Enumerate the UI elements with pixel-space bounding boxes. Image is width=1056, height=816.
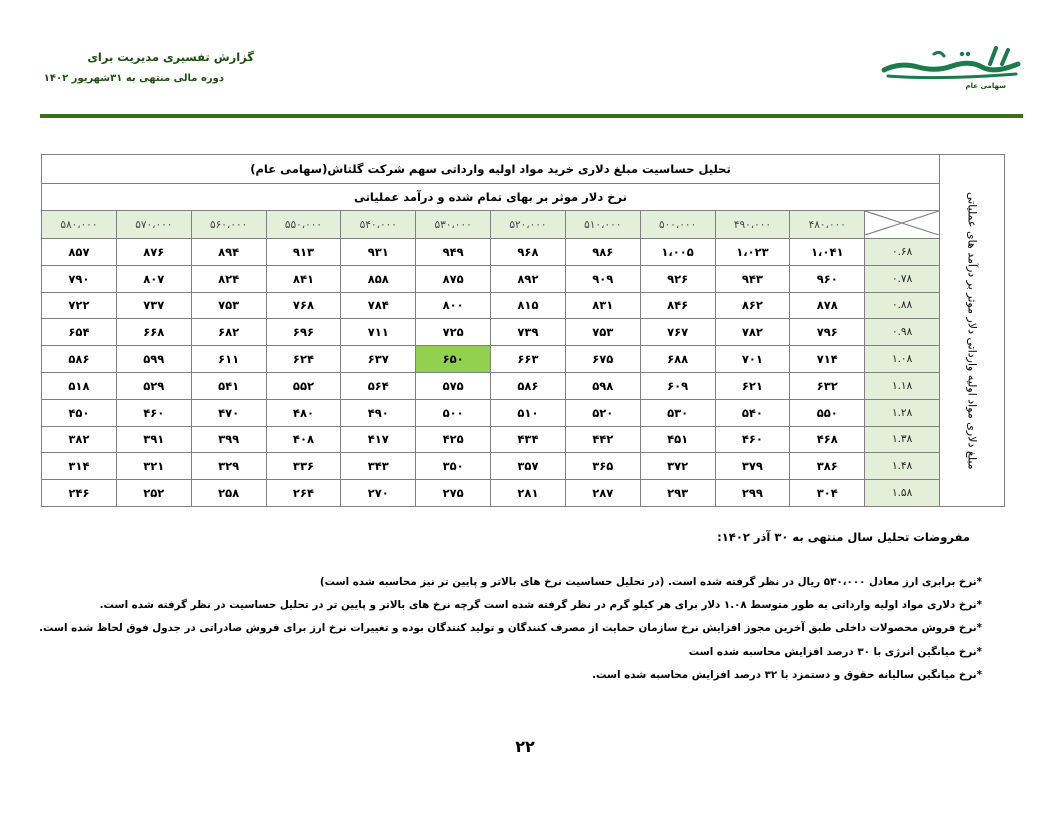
company-logo	[878, 40, 1026, 100]
table-cell: ۳۸۲	[42, 426, 117, 453]
table-row	[42, 453, 1005, 480]
table-cell: ۲۸۱	[491, 480, 566, 507]
table-cell: ۶۲۱	[715, 372, 790, 399]
table-cell: ۳۵۰	[416, 453, 491, 480]
table-cell: ۲۹۹	[715, 480, 790, 507]
column-header: ۵۶۰،۰۰۰	[191, 211, 266, 239]
table-cell: ۳۰۴	[790, 480, 865, 507]
table-cell: ۵۵۰	[790, 399, 865, 426]
assumption-item: *نرخ دلاری مواد اولیه وارداتی به طور متوسط ۱.۰۸ دلار برای هر کیلو گرم در نظر گرفته شده است گرچه نرخ های بالاتر و پایین تر در تحلیل حساسیت در نظر گرفته شده است.	[99, 599, 982, 612]
table-cell: ۵۲۹	[116, 372, 191, 399]
column-header: ۵۲۰،۰۰۰	[491, 211, 566, 239]
table-cell: ۸۴۱	[266, 265, 341, 292]
table-cell: ۵۲۰	[565, 399, 640, 426]
table-cell: ۸۴۶	[640, 292, 715, 319]
table-cell: ۴۹۰	[341, 399, 416, 426]
table-cell: ۵۸۶	[491, 372, 566, 399]
table-cell: ۳۹۹	[191, 426, 266, 453]
table-cell: ۶۱۱	[191, 346, 266, 373]
row-header: ۱.۵۸	[865, 480, 940, 507]
table-cell: ۴۶۰	[116, 399, 191, 426]
table-cell: ۶۵۴	[42, 319, 117, 346]
table-cell: ۹۶۰	[790, 265, 865, 292]
table-cell: ۷۲۵	[416, 319, 491, 346]
column-header: ۵۸۰،۰۰۰	[42, 211, 117, 239]
table-cell: ۴۲۵	[416, 426, 491, 453]
table-cell: ۵۴۱	[191, 372, 266, 399]
table-cell: ۶۶۳	[491, 346, 566, 373]
table-cell: ۷۹۰	[42, 265, 117, 292]
column-header: ۴۸۰،۰۰۰	[790, 211, 865, 239]
table-cell: ۴۰۸	[266, 426, 341, 453]
report-period: دوره مالی منتهی به ۳۱شهریور ۱۴۰۲	[43, 73, 224, 84]
table-cell: ۶۰۹	[640, 372, 715, 399]
table-cell: ۸۱۵	[491, 292, 566, 319]
table-cell: ۴۱۷	[341, 426, 416, 453]
table-cell: ۲۹۳	[640, 480, 715, 507]
table-cell: ۵۳۰	[640, 399, 715, 426]
column-header: ۴۹۰،۰۰۰	[715, 211, 790, 239]
table-row	[42, 372, 1005, 399]
table-cell: ۸۶۲	[715, 292, 790, 319]
table-cell: ۶۳۲	[790, 372, 865, 399]
table-cell: ۵۸۶	[42, 346, 117, 373]
table-cell: ۴۷۰	[191, 399, 266, 426]
sensitivity-table	[41, 154, 1005, 507]
table-cell: ۶۸۸	[640, 346, 715, 373]
table-row	[42, 426, 1005, 453]
table-cell: ۹۳۱	[341, 239, 416, 266]
row-header: ۱.۱۸	[865, 372, 940, 399]
table-cell-highlighted: ۶۵۰	[416, 346, 491, 373]
table-cell: ۳۵۷	[491, 453, 566, 480]
table-cell: ۷۱۴	[790, 346, 865, 373]
table-cell: ۷۵۳	[565, 319, 640, 346]
table-cell: ۷۶۸	[266, 292, 341, 319]
table-cell: ۷۳۷	[116, 292, 191, 319]
table-cell: ۸۵۷	[42, 239, 117, 266]
row-header: ۰.۶۸	[865, 239, 940, 266]
row-header: ۰.۸۸	[865, 292, 940, 319]
table-cell: ۱،۰۴۱	[790, 239, 865, 266]
table-cell: ۴۵۱	[640, 426, 715, 453]
table-cell: ۳۴۳	[341, 453, 416, 480]
table-cell: ۵۱۸	[42, 372, 117, 399]
table-cell: ۷۱۱	[341, 319, 416, 346]
table-cell: ۶۷۵	[565, 346, 640, 373]
table-title: تحلیل حساسیت مبلغ دلاری خرید مواد اولیه وارداتی سهم شرکت گلتاش(سهامی عام)	[42, 155, 940, 184]
table-cell: ۳۸۶	[790, 453, 865, 480]
table-cell: ۸۲۴	[191, 265, 266, 292]
table-cell: ۴۶۰	[715, 426, 790, 453]
table-cell: ۳۱۴	[42, 453, 117, 480]
table-cell: ۲۵۲	[116, 480, 191, 507]
table-cell: ۸۹۴	[191, 239, 266, 266]
table-cell: ۲۵۸	[191, 480, 266, 507]
page-number: ۲۲	[515, 737, 535, 756]
row-header: ۱.۲۸	[865, 399, 940, 426]
table-cell: ۵۷۵	[416, 372, 491, 399]
table-cell: ۵۱۰	[491, 399, 566, 426]
table-cell: ۸۹۲	[491, 265, 566, 292]
table-row	[42, 399, 1005, 426]
column-header: ۵۷۰،۰۰۰	[116, 211, 191, 239]
table-cell: ۱،۰۰۵	[640, 239, 715, 266]
table-cell: ۷۵۳	[191, 292, 266, 319]
table-cell: ۹۸۶	[565, 239, 640, 266]
row-header: ۰.۷۸	[865, 265, 940, 292]
table-row	[42, 346, 1005, 373]
column-header: ۵۴۰،۰۰۰	[341, 211, 416, 239]
table-cell: ۴۶۸	[790, 426, 865, 453]
table-cell: ۴۴۲	[565, 426, 640, 453]
row-header: ۱.۳۸	[865, 426, 940, 453]
table-cell: ۲۶۴	[266, 480, 341, 507]
table-cell: ۶۳۷	[341, 346, 416, 373]
table-cell: ۹۴۹	[416, 239, 491, 266]
table-cell: ۸۷۶	[116, 239, 191, 266]
assumption-item: *نرخ فروش محصولات داخلی طبق آخرین مجوز افزایش نرخ سازمان حمایت از مصرف کنندگان و تولید کنندگان بوده و تغییرات نرخ ارز برای فروش صادراتی در جدول فوق لحاظ شده است.	[39, 622, 982, 635]
table-cell: ۵۶۴	[341, 372, 416, 399]
table-subtitle: نرخ دلار موثر بر بهای تمام شده و درآمد عملیاتی	[42, 184, 940, 211]
table-cell: ۹۱۳	[266, 239, 341, 266]
table-cell: ۳۷۹	[715, 453, 790, 480]
table-cell: ۸۳۱	[565, 292, 640, 319]
assumptions-title: مفروضات تحلیل سال منتهی به ۳۰ آذر ۱۴۰۲:	[717, 530, 970, 544]
table-cell: ۸۵۸	[341, 265, 416, 292]
table-cell: ۷۸۴	[341, 292, 416, 319]
column-header: ۵۰۰،۰۰۰	[640, 211, 715, 239]
table-cell: ۷۶۷	[640, 319, 715, 346]
table-cell: ۵۵۲	[266, 372, 341, 399]
column-header: ۵۱۰،۰۰۰	[565, 211, 640, 239]
table-cell: ۳۷۲	[640, 453, 715, 480]
column-header: ۵۵۰،۰۰۰	[266, 211, 341, 239]
header-divider	[40, 114, 1023, 118]
assumption-item: *نرخ میانگین سالیانه حقوق و دستمزد با ۳۲ درصد افزایش محاسبه شده است.	[592, 668, 982, 681]
table-cell: ۹۴۳	[715, 265, 790, 292]
row-header: ۱.۰۸	[865, 346, 940, 373]
table-row	[42, 265, 1005, 292]
table-cell: ۳۲۹	[191, 453, 266, 480]
table-cell: ۴۸۰	[266, 399, 341, 426]
table-cell: ۴۵۰	[42, 399, 117, 426]
table-cell: ۶۸۲	[191, 319, 266, 346]
table-cell: ۸۰۰	[416, 292, 491, 319]
table-corner-cell	[865, 211, 940, 239]
table-cell: ۲۷۰	[341, 480, 416, 507]
row-header: ۰.۹۸	[865, 319, 940, 346]
assumption-item: *نرخ میانگین انرژی با ۳۰ درصد افزایش محاسبه شده است	[688, 645, 982, 658]
assumptions-list	[40, 571, 982, 687]
table-row	[42, 319, 1005, 346]
table-cell: ۷۰۱	[715, 346, 790, 373]
table-cell: ۷۲۲	[42, 292, 117, 319]
table-row	[42, 239, 1005, 266]
side-axis-label: مبلغ دلاری مواد اولیه وارداتی دلار موثر بر درآمد های عملیاتی	[940, 155, 1005, 507]
table-cell: ۶۹۶	[266, 319, 341, 346]
table-cell: ۹۲۶	[640, 265, 715, 292]
logo-subtitle: سهامی عام	[965, 82, 1006, 90]
table-cell: ۸۷۸	[790, 292, 865, 319]
table-cell: ۲۷۵	[416, 480, 491, 507]
table-cell: ۹۶۸	[491, 239, 566, 266]
table-cell: ۵۰۰	[416, 399, 491, 426]
table-cell: ۴۳۴	[491, 426, 566, 453]
table-cell: ۷۳۹	[491, 319, 566, 346]
report-title: گزارش تفسیری مدیریت برای	[87, 50, 254, 64]
table-cell: ۳۳۶	[266, 453, 341, 480]
table-row	[42, 292, 1005, 319]
row-header: ۱.۴۸	[865, 453, 940, 480]
table-cell: ۲۸۷	[565, 480, 640, 507]
table-cell: ۵۹۸	[565, 372, 640, 399]
table-cell: ۳۲۱	[116, 453, 191, 480]
table-cell: ۹۰۹	[565, 265, 640, 292]
table-cell: ۸۰۷	[116, 265, 191, 292]
assumption-item: *نرخ برابری ارز معادل ۵۳۰،۰۰۰ ریال در نظر گرفته شده است. (در تحلیل حساسیت نرخ های بالاتر و پایین تر نیز محاسبه شده است)	[319, 576, 982, 588]
table-cell: ۲۴۶	[42, 480, 117, 507]
table-cell: ۷۸۲	[715, 319, 790, 346]
table-cell: ۵۴۰	[715, 399, 790, 426]
table-cell: ۷۹۶	[790, 319, 865, 346]
table-cell: ۳۶۵	[565, 453, 640, 480]
table-cell: ۶۲۴	[266, 346, 341, 373]
table-cell: ۸۷۵	[416, 265, 491, 292]
column-header: ۵۳۰،۰۰۰	[416, 211, 491, 239]
table-row	[42, 480, 1005, 507]
golestan-logo-icon	[878, 40, 1026, 84]
table-cell: ۱،۰۲۳	[715, 239, 790, 266]
table-cell: ۵۹۹	[116, 346, 191, 373]
table-cell: ۶۶۸	[116, 319, 191, 346]
table-cell: ۳۹۱	[116, 426, 191, 453]
